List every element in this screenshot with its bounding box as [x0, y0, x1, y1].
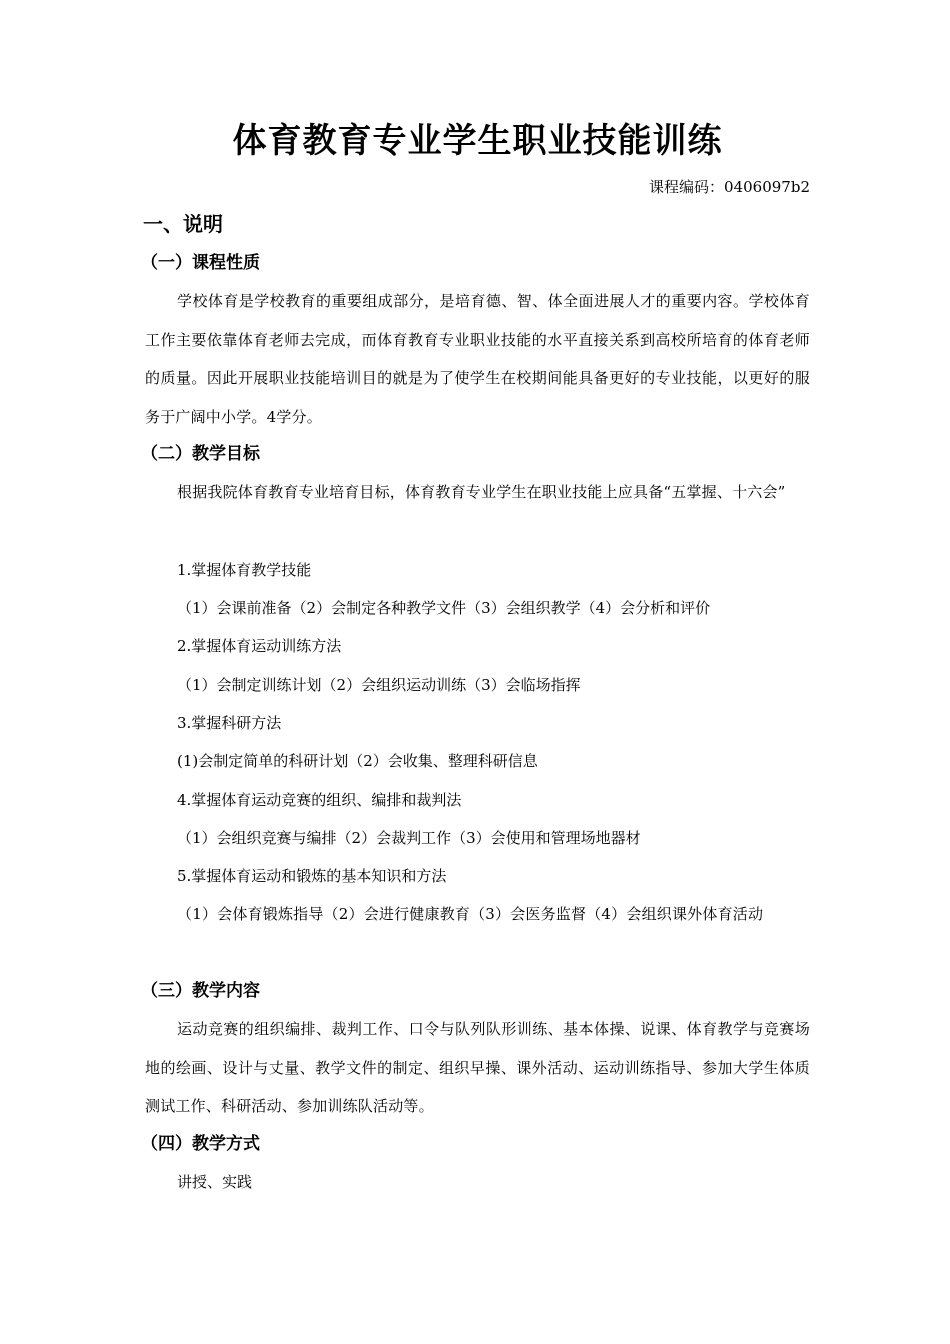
goal-item-4: 4.掌握体育运动竞赛的组织、编排和裁判法 — [177, 791, 462, 809]
course-code: 课程编码：0406097b2 — [649, 178, 810, 196]
heading-teaching-content: （三）教学内容 — [141, 981, 260, 1001]
heading-course-nature: （一）课程性质 — [141, 253, 260, 273]
goal-item-2: 2.掌握体育运动训练方法 — [177, 637, 342, 655]
goal-item-3: 3.掌握科研方法 — [177, 714, 282, 732]
paragraph-course-nature: 学校体育是学校教育的重要组成部分，是培育德、智、体全面进展人才的重要内容。学校体育工作主要依靠体育老师去完成，而体育教育专业职业技能的水平直接关系到高校所培育的体育老师的质量。因此开展职业技能培训目的就是为了使学生在校期间能具备更好的专业技能，以更好的服务于广阔中小学。4学分。 — [145, 292, 810, 426]
goal-item-5-details: （1）会体育锻炼指导（2）会进行健康教育（3）会医务监督（4）会组织课外体育活动 — [177, 905, 764, 923]
goal-item-5: 5.掌握体育运动和锻炼的基本知识和方法 — [177, 867, 447, 885]
heading-teaching-method: （四）教学方式 — [141, 1134, 260, 1154]
goal-item-1-details: （1）会课前准备（2）会制定各种教学文件（3）会组织教学（4）会分析和评价 — [177, 599, 711, 617]
document-title: 体育教育专业学生职业技能训练 — [232, 121, 723, 161]
goal-item-1: 1.掌握体育教学技能 — [177, 561, 312, 579]
goal-item-4-details: （1）会组织竞赛与编排（2）会裁判工作（3）会使用和管理场地器材 — [177, 829, 641, 847]
paragraph-teaching-method: 讲授、实践 — [177, 1173, 253, 1191]
paragraph-teaching-goals-intro: 根据我院体育教育专业培育目标，体育教育专业学生在职业技能上应具备“五掌握、十六会” — [177, 483, 786, 501]
heading-teaching-goals: （二）教学目标 — [141, 444, 260, 464]
goal-item-2-details: （1）会制定训练计划（2）会组织运动训练（3）会临场指挥 — [177, 676, 581, 694]
section-heading-explanation: 一、说明 — [143, 212, 223, 236]
paragraph-teaching-content: 运动竞赛的组织编排、裁判工作、口令与队列队形训练、基本体操、说课、体育教学与竞赛场地的绘画、设计与丈量、教学文件的制定、组织早操、课外活动、运动训练指导、参加大学生体质测试工作、科研活动、参加训练队活动等。 — [145, 1020, 810, 1115]
goal-item-3-details: (1)会制定简单的科研计划（2）会收集、整理科研信息 — [177, 752, 538, 770]
